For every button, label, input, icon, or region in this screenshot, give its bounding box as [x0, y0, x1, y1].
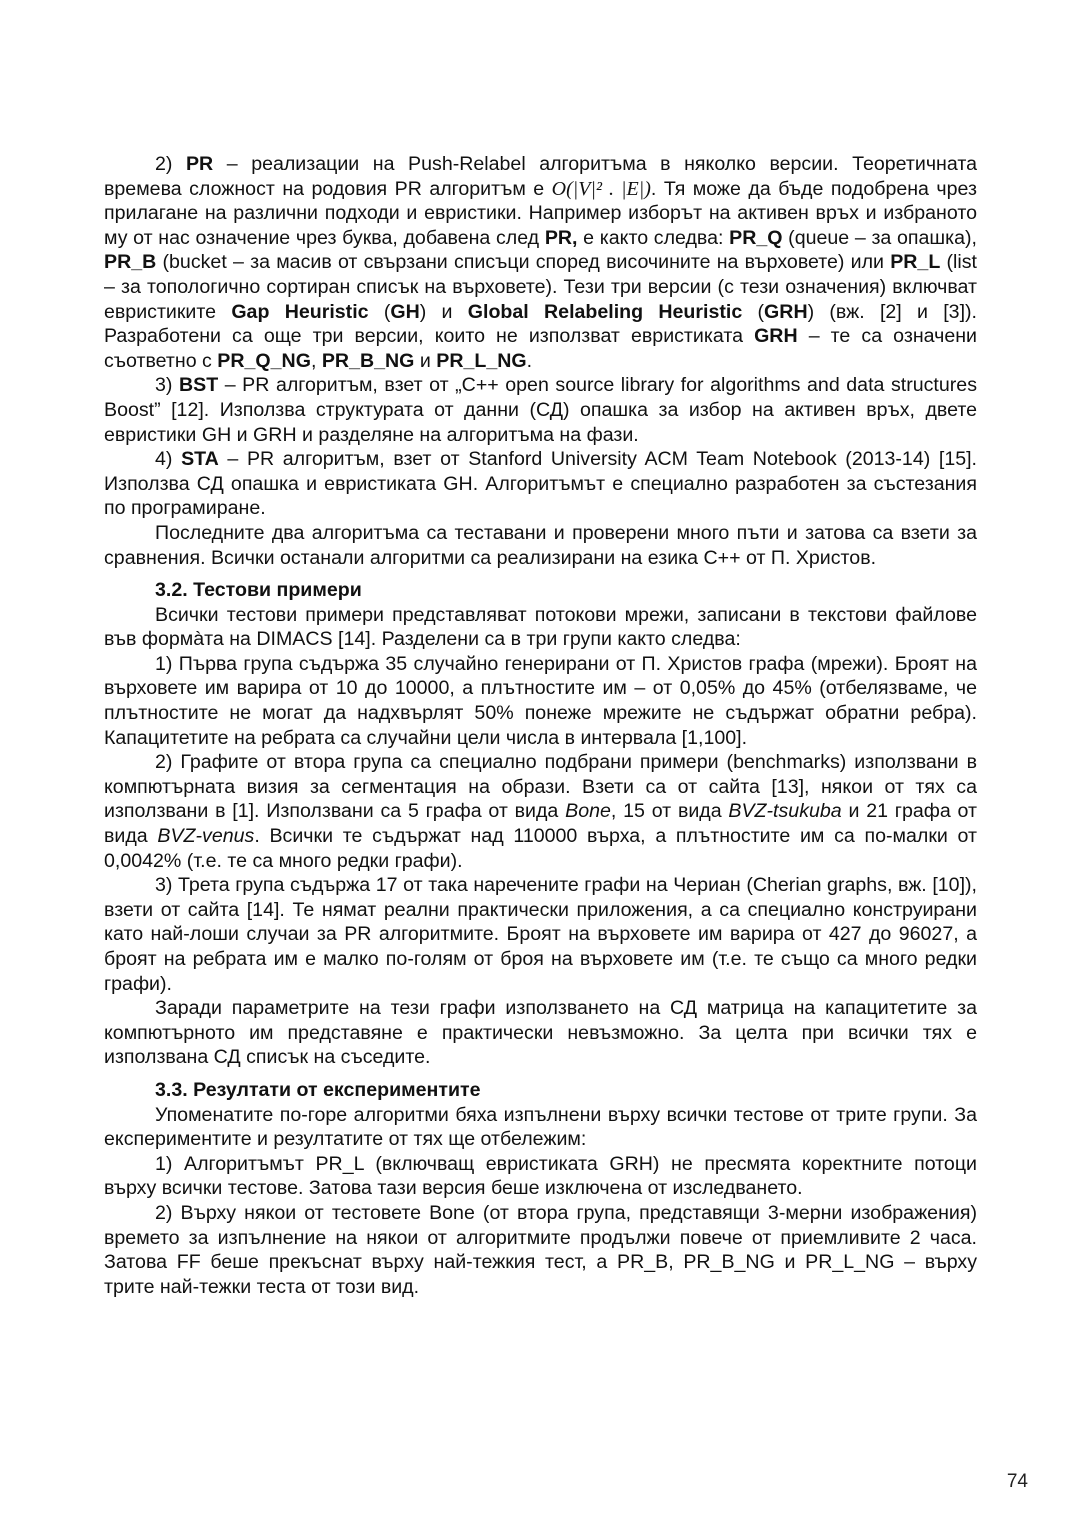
text-run: (: [368, 300, 391, 323]
term-pr-b-ng: PR_B_NG: [321, 349, 415, 372]
complexity-formula: O(|V|² . |E|): [551, 177, 651, 200]
term-bst: BST: [178, 374, 219, 397]
text-run: – реализации на Push-Relabel алгоритъма в няколко версии. Теоретичната времева сложност на родовия PR алгоритъм е: [104, 153, 977, 200]
text-run: е както следва:: [577, 226, 730, 249]
text-run: и 21 графа от вида: [104, 800, 977, 848]
text-run: (list – за топологично сортиран списък на върховете). Тези три версии (с тези означения) включват евристиките: [104, 251, 977, 323]
paragraph-bst: [104, 373, 977, 447]
text-run: ,: [310, 349, 322, 372]
term-bvz-venus: BVZ-venus: [157, 825, 255, 848]
document-body: [104, 152, 977, 1299]
paragraph-result-2: 2) Върху някои от тестовете Bone (от втора група, представящи 3-мерни изображения) времето за изпълнение на някои от алгоритмите продължи повече от приемливите 2 часа. Затова FF беше прекъснат върху най-тежкия тест, а PR_B, PR_B_NG и PR_L_NG – върху трите най-тежки теста от този вид.: [104, 1201, 977, 1298]
paragraph-sta: [104, 447, 977, 521]
text-run: (: [742, 300, 765, 323]
section-heading-3-3: 3.3. Резултати от експериментите: [155, 1078, 481, 1101]
text-run: 2): [155, 153, 186, 175]
term-gap-heuristic: Gap Heuristic: [231, 300, 369, 323]
term-pr-q: PR_Q: [729, 226, 783, 249]
paragraph-representation: Заради параметрите на тези графи използването на СД матрица на капацитетите за компютърното им представяне е практически невъзможно. За целта при всички тях е използвана СД списък на съседите.: [104, 997, 977, 1069]
text-run: – те са означени съответно с: [104, 325, 977, 372]
paragraph-group-3: 3) Трета група съдържа 17 от така наречените графи на Чериан (Cherian graphs, вж. [10]), взети от сайта [14]. Те нямат реални практически приложения, а са специално конструирани като най-лоши случаи за PR алгоритмите. Броят на върховете им варира от 427 до 96027, а броят на ребрата им е малко по-голям от броя на върховете им (т.е. те също са много редки графи).: [104, 874, 977, 995]
term-pr-l: PR_L: [890, 251, 941, 274]
paragraph-group-1: 1) Първа група съдържа 35 случайно генерирани от П. Христов графа (мрежи). Броят на върховете им варира от 10 до 10000, а плътностите им – от 0,05% до 45% (отбелязваме, че плътностите не могат да надхвърлят 50% понеже мрежите не съдържат обратни ребра). Капацитетите на ребрата са случайни цели числа в интервала [1,100].: [104, 652, 977, 749]
term-bone: Bone: [565, 800, 611, 823]
text-run: 3): [155, 374, 179, 397]
term-grh: GRH: [764, 300, 808, 323]
paragraph-results-intro: Упоменатите по-горе алгоритми бяха изпълнени върху всички тестове от трите групи. За експериментите и резултатите от тях ще отбележим:: [104, 1103, 977, 1151]
text-run: – PR алгоритъм, взет от Stanford University ACM Team Notebook (2013-14) [15]. Използва СД опашка и евристиката GH. Алгоритъмът е специално разработен за състезания по програмиране.: [104, 448, 978, 520]
term-global-relabeling: Global Relabeling Heuristic: [467, 300, 743, 323]
term-pr-l-ng: PR_L_NG: [436, 349, 527, 372]
term-pr-q-ng: PR_Q_NG: [217, 349, 311, 372]
term-sta: STA: [181, 448, 219, 471]
text-run: ) (вж. [2] и [3]). Разработени са още три версии, които не използват евристиката: [104, 300, 977, 348]
text-run: 4): [155, 448, 182, 471]
paragraph-group-2: [104, 750, 977, 873]
text-run: 2) Графите от втора група са специално подбрани примери (benchmarks) използвани в компютърната визия за сегментация на образи. Взети са от сайта [13], някои от тях са използвани в [1]. Използвани са 5 графа от вида: [104, 751, 977, 823]
text-run: – PR алгоритъм, взет от „C++ open source library for algorithms and data structures Boost” [12]. Използва структурата от данни (СД) опашка за избор на активен връх, двете евристики GH и GRH и разделяне на алгоритъма на фази.: [104, 374, 977, 446]
text-run: (bucket – за масив от свързани списъци според височините на върховете) или: [156, 251, 891, 274]
term-pr: PR: [185, 153, 214, 175]
term-grh: GRH: [754, 325, 798, 348]
text-run: . Всички те съдържат над 110000 върха, а плътностите им са по-малки от 0,0042% (т.е. те са много редки графи).: [104, 825, 978, 872]
paragraph-comparison: Последните два алгоритъма са теставани и проверени много пъти и затова са взети за сравнения. Всички останали алгоритми са реализирани на езика C++ от П. Христов.: [104, 521, 977, 569]
page-number: 74: [1006, 1471, 1028, 1492]
text-run: , 15 от вида: [610, 800, 729, 823]
text-run: ) и: [419, 300, 468, 323]
text-run: (queue – за опашка),: [782, 226, 977, 249]
text-run: . Тя може да бъде подобрена чрез прилагане на различни подходи и евристики. Например изборът на активен връх и избраното му от нас означение чрез буква, добавена след: [104, 177, 977, 249]
term-bvz-tsukuba: BVZ-tsukuba: [728, 800, 842, 823]
text-run: .: [526, 349, 533, 372]
paragraph-test-intro: Всички тестови примери представляват потокови мрежи, записани в текстови файлове във формàта на DIMACS [14]. Разделени са в три групи както следва:: [104, 603, 977, 651]
term-gh: GH: [390, 300, 420, 323]
paragraph-pr: [104, 152, 977, 373]
paragraph-result-1: 1) Алгоритъмът PR_L (включващ евристиката GRH) не пресмята коректните потоци върху всички тестове. Затова тази версия беше изключена от изследването.: [104, 1152, 977, 1200]
section-heading-3-2: 3.2. Тестови примери: [155, 579, 362, 602]
term-pr: PR,: [544, 226, 578, 249]
text-run: и: [414, 349, 437, 372]
term-pr-b: PR_B: [104, 251, 157, 274]
